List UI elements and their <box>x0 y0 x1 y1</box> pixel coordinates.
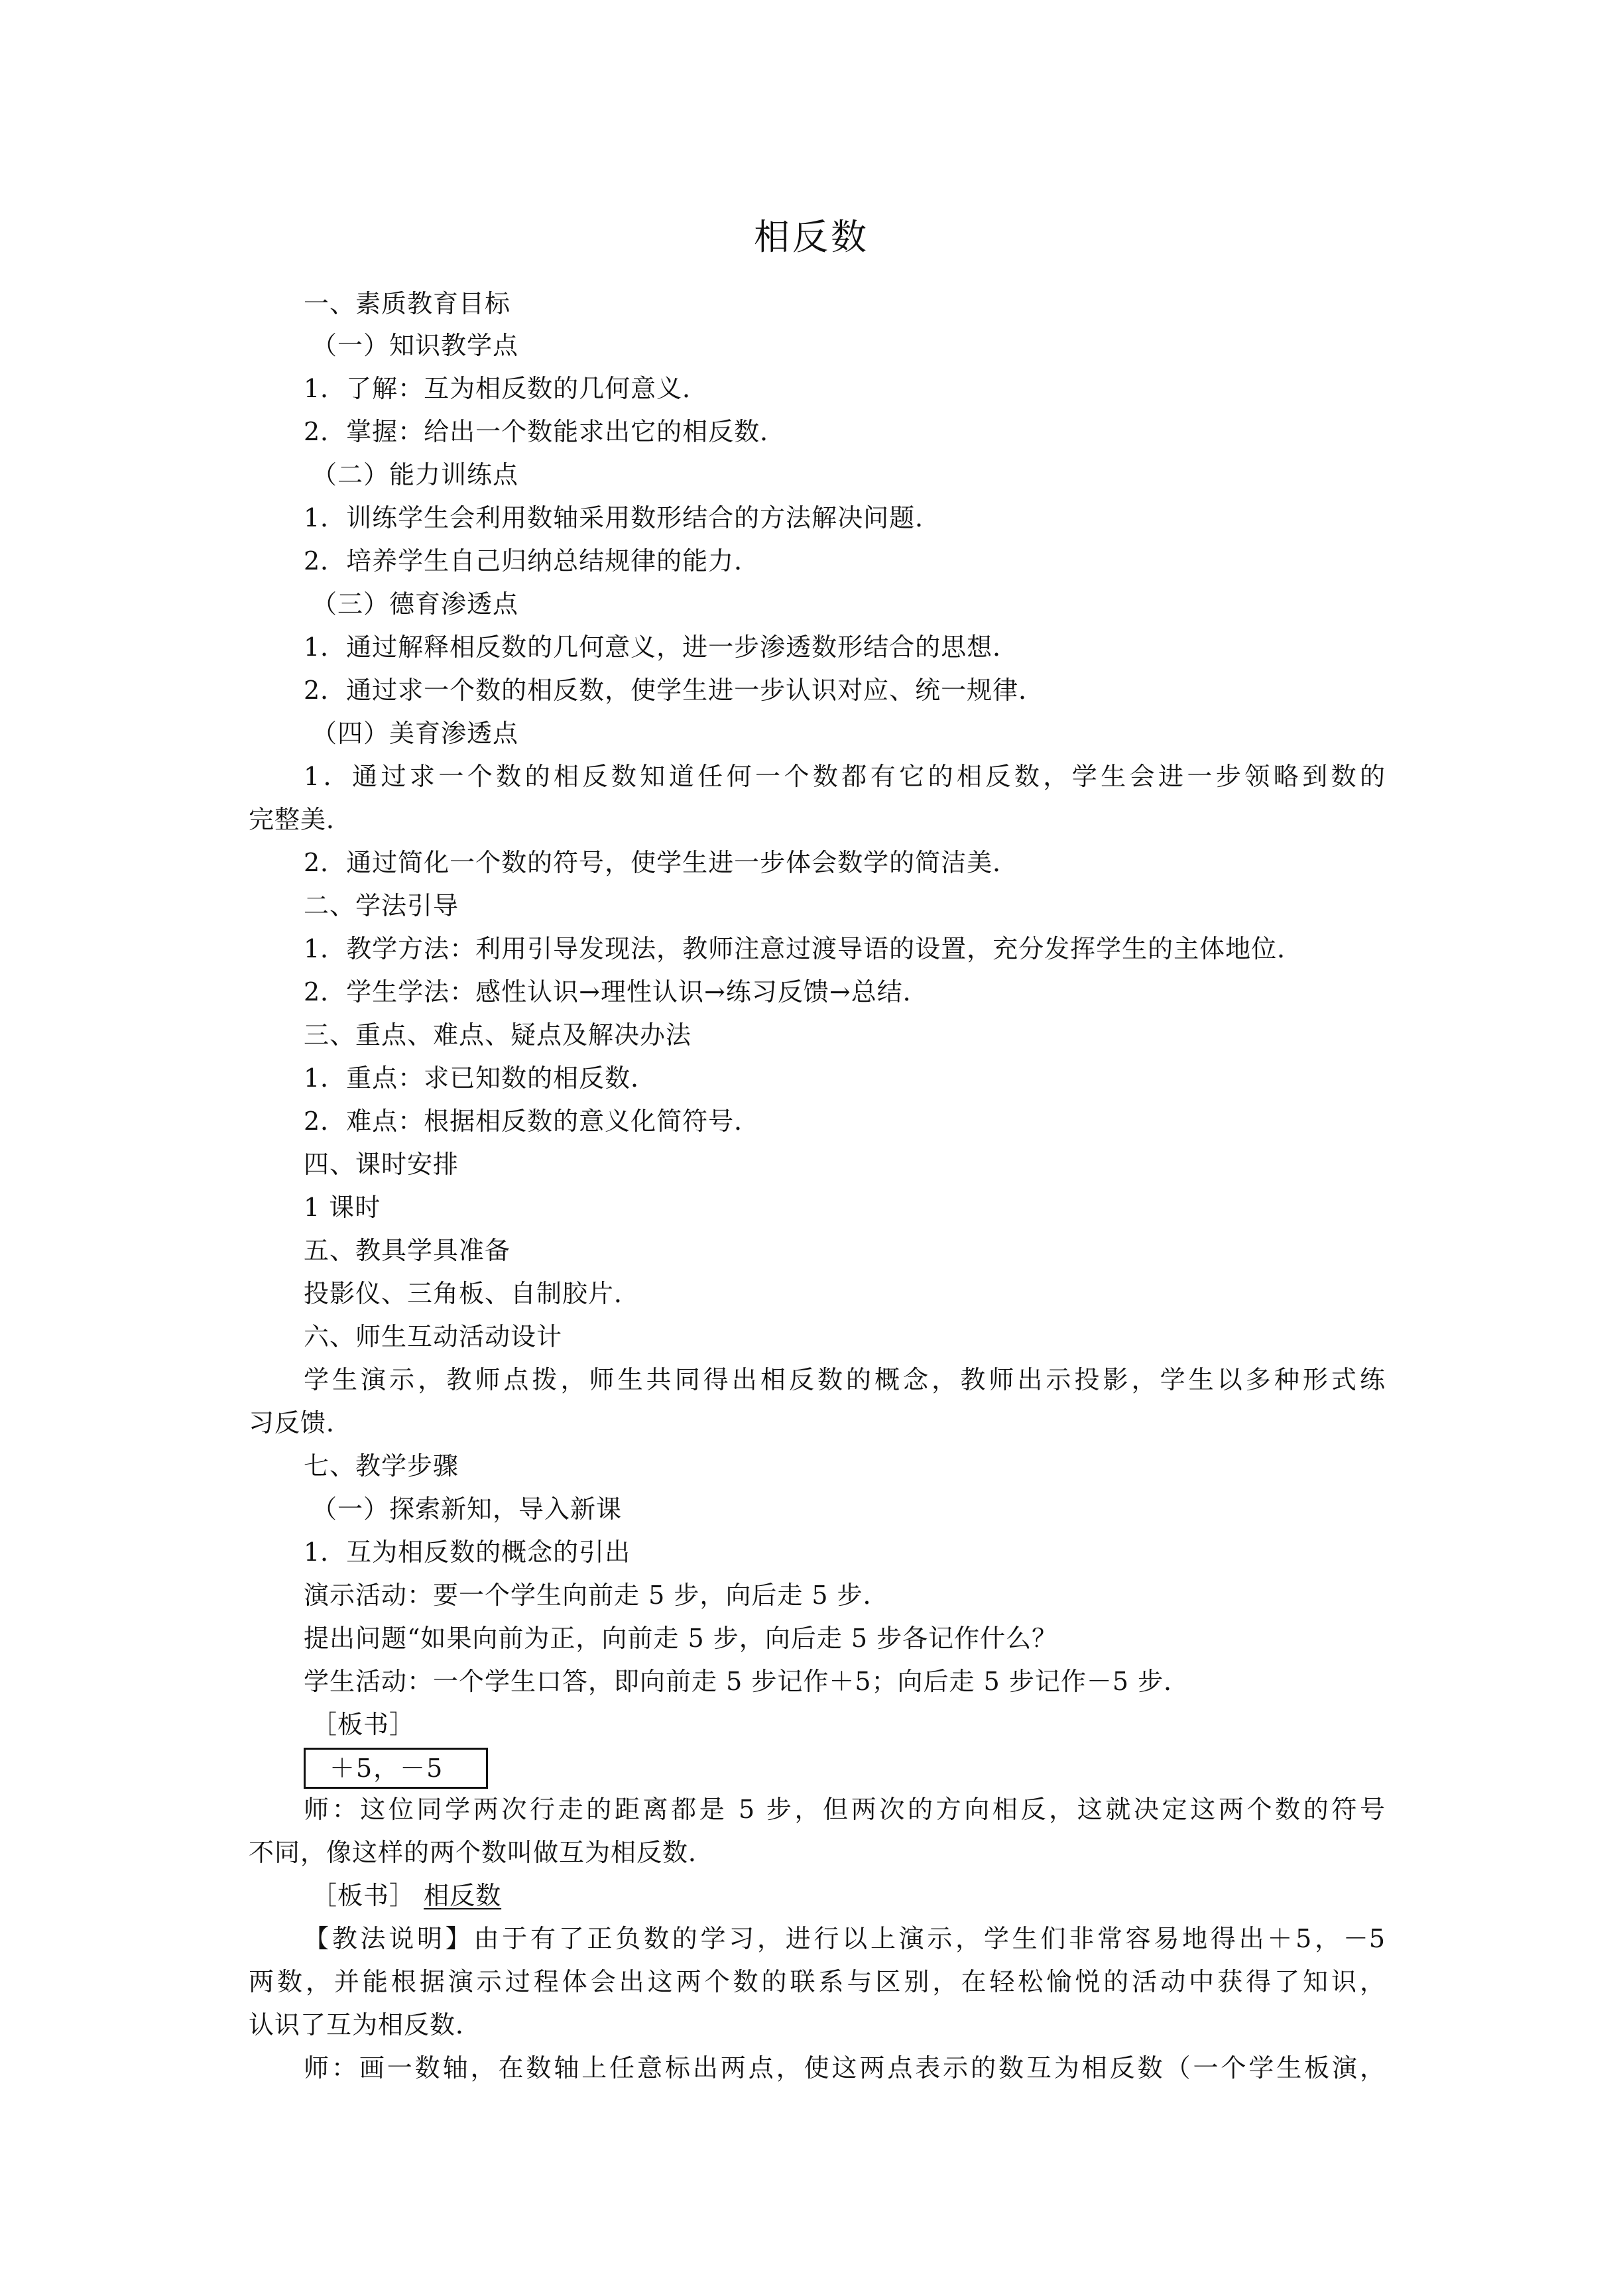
list-item: 2．通过简化一个数的符号，使学生进一步体会数学的简洁美． <box>304 848 1019 877</box>
board-label: ［板书］ <box>312 1881 416 1910</box>
list-item: 2．学生学法：感性认识→理性认识→练习反馈→总结． <box>304 977 929 1006</box>
board-box: ＋5，－5 <box>304 1748 488 1789</box>
board-line <box>312 1877 1398 1914</box>
list-item: 2．掌握：给出一个数能求出它的相反数． <box>304 417 786 446</box>
list-item: 2．培养学生自己归纳总结规律的能力． <box>304 546 760 575</box>
list-item: 1．通过求一个数的相反数知道任何一个数都有它的相反数，学生会进一步领略到数的 <box>304 762 1386 791</box>
list-item: 2．通过求一个数的相反数，使学生进一步认识对应、统一规律． <box>304 676 1045 705</box>
paragraph: 【教法说明】由于有了正负数的学习，进行以上演示，学生们非常容易地得出＋5，－5 <box>304 1924 1386 1953</box>
list-item: 1．了解：互为相反数的几何意义． <box>304 374 709 403</box>
paragraph-continuation: 两数，并能根据演示过程体会出这两个数的联系与区别，在轻松愉悦的活动中获得了知识， <box>249 1967 1386 1996</box>
subsection-heading: （一）知识教学点 <box>312 331 519 360</box>
page-title: 相反数 <box>754 216 869 258</box>
section-heading: 一、素质教育目标 <box>304 289 511 318</box>
paragraph: 师：画一数轴，在数轴上任意标出两点，使这两点表示的数互为相反数（一个学生板演， <box>304 2053 1386 2083</box>
list-item: 1．训练学生会利用数轴采用数形结合的方法解决问题． <box>304 503 941 532</box>
board-underlined-term: 相反数 <box>424 1881 502 1910</box>
section-heading: 二、学法引导 <box>304 891 459 920</box>
paragraph: 1 课时 <box>304 1193 381 1222</box>
list-item: 2．难点：根据相反数的意义化简符号． <box>304 1107 760 1136</box>
section-heading: 七、教学步骤 <box>304 1451 459 1480</box>
list-item: 1．互为相反数的概念的引出 <box>304 1538 631 1567</box>
paragraph-continuation: 认识了互为相反数． <box>249 2010 482 2039</box>
section-heading: 六、师生互动活动设计 <box>304 1322 563 1351</box>
paragraph-continuation: 完整美． <box>249 805 353 834</box>
subsection-heading: （一）探索新知，导入新课 <box>312 1494 623 1524</box>
board-label: ［板书］ <box>312 1710 416 1739</box>
paragraph: 师：这位同学两次行走的距离都是 5 步，但两次的方向相反，这就决定这两个数的符号 <box>304 1795 1386 1824</box>
subsection-heading: （三）德育渗透点 <box>312 589 519 619</box>
paragraph: 提出问题“如果向前为正，向前走 5 步，向后走 5 步各记作什么？ <box>304 1624 1058 1653</box>
subsection-heading: （四）美育渗透点 <box>312 719 519 748</box>
list-item: 1．重点：求已知数的相反数． <box>304 1063 657 1093</box>
section-heading: 三、重点、难点、疑点及解决办法 <box>304 1020 692 1050</box>
paragraph-continuation: 不同，像这样的两个数叫做互为相反数． <box>249 1838 715 1867</box>
paragraph: 学生活动：一个学生口答，即向前走 5 步记作＋5；向后走 5 步记作－5 步． <box>304 1667 1190 1696</box>
paragraph: 学生演示，教师点拨，师生共同得出相反数的概念，教师出示投影，学生以多种形式练 <box>304 1365 1386 1394</box>
list-item: 1．通过解释相反数的几何意义，进一步渗透数形结合的思想． <box>304 633 1019 662</box>
paragraph-continuation: 习反馈． <box>249 1408 353 1437</box>
section-heading: 四、课时安排 <box>304 1150 459 1179</box>
section-heading: 五、教具学具准备 <box>304 1236 511 1265</box>
list-item: 1．教学方法：利用引导发现法，教师注意过渡导语的设置，充分发挥学生的主体地位． <box>304 934 1303 963</box>
paragraph: 投影仪、三角板、自制胶片． <box>304 1279 640 1308</box>
paragraph: 演示活动：要一个学生向前走 5 步，向后走 5 步． <box>304 1581 889 1610</box>
subsection-heading: （二）能力训练点 <box>312 460 519 489</box>
